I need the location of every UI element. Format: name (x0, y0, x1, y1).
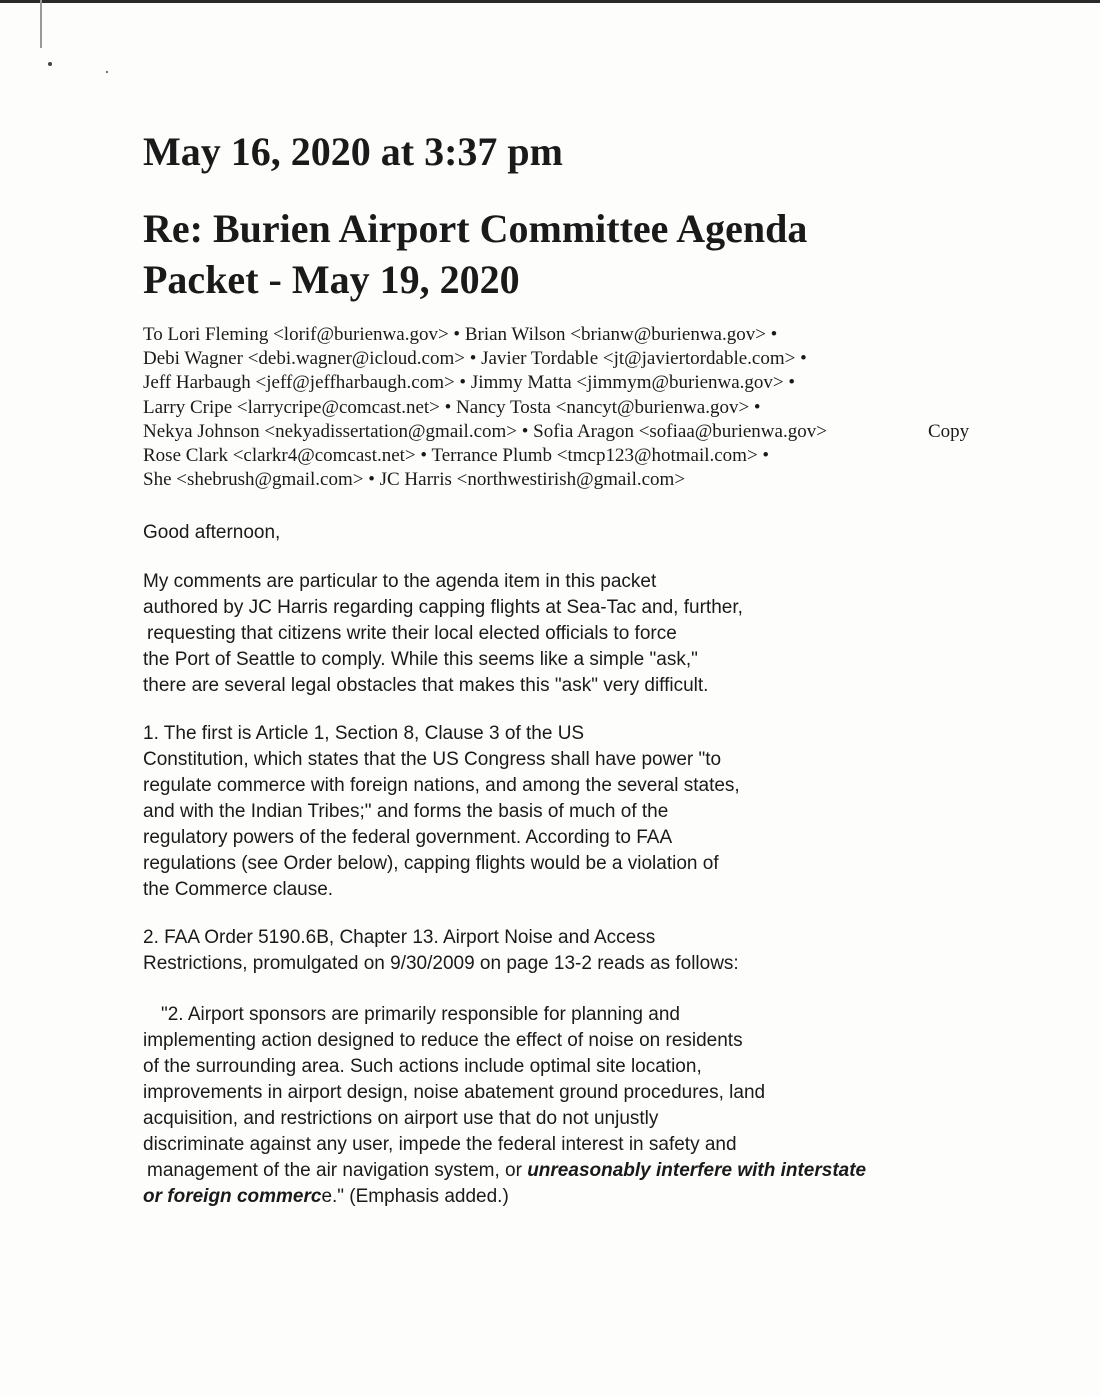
text-line: the Commerce clause. (143, 879, 334, 900)
text-line: implementing action designed to reduce the effect of noise on residents (143, 1030, 743, 1051)
text-line: authored by JC Harris regarding capping flights at Sea-Tac and, further, (143, 597, 743, 618)
recipient-text: Nekya Johnson <nekyadissertation@gmail.com> • Sofia Aragon <sofiaa@burienwa.gov> (143, 420, 827, 442)
paragraph-1 (143, 569, 1023, 699)
emphasis-text: unreasonably interfere with interstate (527, 1160, 867, 1181)
recipient-line: Debi Wagner <debi.wagner@icloud.com> • Javier Tordable <jt@javiertordable.com> • (143, 348, 807, 370)
text-line: 2. FAA Order 5190.6B, Chapter 13. Airport Noise and Access (143, 927, 656, 948)
subject-line: Re: Burien Airport Committee Agenda (143, 206, 808, 251)
text-line: "2. Airport sponsors are primarily responsible for planning and (161, 1004, 680, 1025)
text-line: regulatory powers of the federal government. According to FAA (143, 827, 673, 848)
scan-left-mark (40, 0, 42, 48)
paragraph-2 (143, 721, 1023, 903)
text-line (143, 1184, 1023, 1210)
text-line: regulate commerce with foreign nations, and among the several states, (143, 775, 740, 796)
recipient-line: She <shebrush@gmail.com> • JC Harris <northwestirish@gmail.com> (143, 469, 686, 491)
scan-top-border (0, 0, 1100, 3)
text-line: acquisition, and restrictions on airport use that do not unjustly (143, 1108, 659, 1129)
text-line: there are several legal obstacles that makes this "ask" very difficult. (143, 675, 709, 696)
recipient-line: Rose Clark <clarkr4@comcast.net> • Terrance Plumb <tmcp123@hotmail.com> • (143, 445, 770, 467)
quote-text: e." (Emphasis added.) (321, 1186, 509, 1207)
text-line: of the surrounding area. Such actions include optimal site location, (143, 1056, 702, 1077)
recipient-line: Larry Cripe <larrycripe@comcast.net> • Nancy Tosta <nancyt@burienwa.gov> • (143, 396, 761, 418)
recipient-line: Jeff Harbaugh <jeff@jeffharbaugh.com> • Jimmy Matta <jimmym@burienwa.gov> • (143, 372, 796, 394)
text-line: discriminate against any user, impede the federal interest in safety and (143, 1134, 737, 1155)
block-quote (143, 1002, 1023, 1210)
recipient-line: To Lori Fleming <lorif@burienwa.gov> • Brian Wilson <brianw@burienwa.gov> • (143, 324, 778, 345)
emphasis-text: or foreign commerc (143, 1186, 322, 1207)
text-line: regulations (see Order below), capping flights would be a violation of (143, 853, 719, 874)
text-line: improvements in airport design, noise abatement ground procedures, land (143, 1082, 766, 1103)
greeting: Good afternoon, (143, 522, 281, 543)
paragraph-3 (143, 925, 1023, 977)
recipient-line (143, 420, 1043, 444)
scan-speck (106, 71, 108, 73)
text-line: My comments are particular to the agenda item in this packet (143, 571, 657, 592)
email-subject (143, 203, 1003, 305)
copy-label: Copy (928, 420, 970, 442)
scan-speck (48, 62, 52, 66)
email-date: May 16, 2020 at 3:37 pm (143, 129, 563, 174)
subject-line: Packet - May 19, 2020 (143, 257, 520, 302)
text-line (143, 1158, 1023, 1184)
text-line: Constitution, which states that the US Congress shall have power "to (143, 749, 722, 770)
quote-text: management of the air navigation system, or (147, 1160, 528, 1181)
text-line: the Port of Seattle to comply. While this seems like a simple "ask," (143, 649, 698, 670)
text-line: requesting that citizens write their local elected officials to force (147, 623, 677, 644)
text-line: Restrictions, promulgated on 9/30/2009 on page 13-2 reads as follows: (143, 953, 739, 974)
text-line: 1. The first is Article 1, Section 8, Clause 3 of the US (143, 723, 585, 744)
text-line: and with the Indian Tribes;" and forms the basis of much of the (143, 801, 669, 822)
recipient-list (143, 323, 1043, 492)
